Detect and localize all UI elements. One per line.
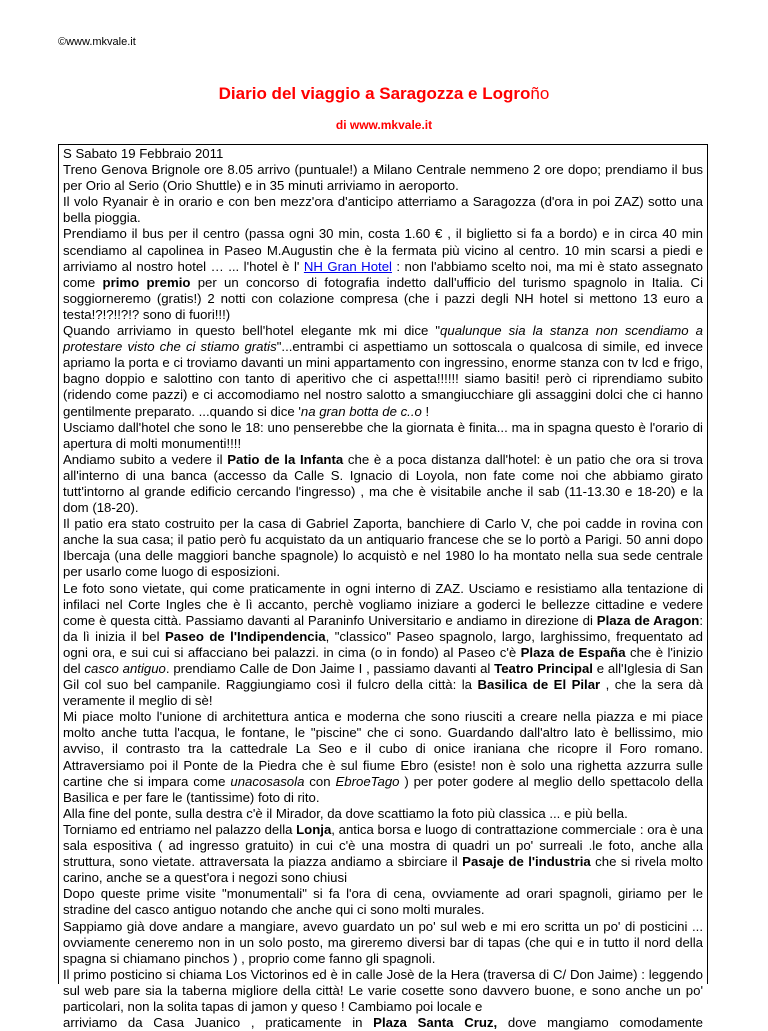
paragraph-victorinos: Il primo posticino si chiama Los Victorinos ed è in calle Josè de la Hera (traversa di C/ Don Jaime) : leggendo sul web pare sia la taberna migliore della città! Le varie cosette sono davvero buone, e sono anche un po' particolari, non la solita tapas di jamon y queso ! Cambiamo poi locale e (63, 966, 703, 1014)
paragraph-tapas: Sappiamo già dove andare a mangiare, avevo guardato un po' sul web e mi ero scritta un po' di posticini ... ovviamente ceneremo non in un solo posto, ma gireremo diversi bar di tapas (che qui e in tutto il nord della spagna si chiamano pinchos ) , proprio come fanno gli spagnoli. (63, 918, 703, 966)
paragraph-evening: Usciamo dall'hotel che sono le 18: uno penserebbe che la giornata è finita... ma in spagna questo è l'orario di apertura di molti monumenti!!!! (63, 419, 703, 451)
paragraph-patio-history: Il patio era stato costruito per la casa di Gabriel Zaporta, banchiere di Carlo V, che poi cadde in rovina con anche la sua casa; il patio però fu acquistato da un antiquario francese che se lo portò a Parigi. 50 anni dopo Ibercaja (una delle maggiori banche spagnole) lo acquistò e nel 1980 lo ha montato nella sua sede centrale per usarlo come luogo di esposizioni. (63, 516, 703, 580)
paragraph-train: Treno Genova Brignole ore 8.05 arrivo (puntuale!) a Milano Centrale nemmeno 2 ore dopo; prendiamo il bus per Orio al Serio (Orio Shuttle) e in 35 minuti arriviamo in aeroporto. (63, 162, 703, 194)
paragraph-patio: Andiamo subito a vedere il Patio de la Infanta che è a poca distanza dall'hotel: è un patio che ora si trova all'interno di una banca (accesso da Calle S. Ignacio di Loyola, non fate come noi che abbiamo girato tutt'intorno al grande edificio cercando l'ingresso) , ma che è visitabile anche il sab (11-13.30 e 18-20) e la dom (18-20). (63, 451, 703, 516)
document-title (0, 84, 768, 104)
diary-date: S Sabato 19 Febbraio 2011 (63, 146, 224, 161)
paragraph-juanico: arriviamo da Casa Juanico , praticamente in Plaza Santa Cruz, dove mangiamo comodamente (63, 1015, 703, 1031)
nh-gran-hotel-link[interactable]: NH Gran Hotel (303, 258, 392, 274)
paragraph-bus-hotel: Prendiamo il bus per il centro (passa ogni 30 min, costa 1.60 € , il biglietto si fa a bordo) e in circa 40 min scendiamo al capolinea in Paseo M.Augustin che è la fermata più vicino al centro. 10 min scarsi a piedi e arriviamo al nostro hotel … ... l'hotel è l' NH Gran Hotel : non l'abbiamo scelto noi, ma mi è stato assegnato come primo premio per un concorso di fotografia indetto dall'ufficio del turismo spagnolo in Italia. Ci soggiorneremo (gratis!) 2 notti con colazione compresa (che i pazzi degli NH hotel si mettono 13 euro a testa!?!?!!?!? sono di fuori!!!) (63, 226, 703, 322)
paragraph-square: Mi piace molto l'unione di architettura antica e moderna che sono riusciti a creare nella piazza e mi piace molto anche tutta l'acqua, le fontane, le "piscine" che ci sono. Guardando dall'altro lato è bellissimo, mio avviso, il contrasto tra la cattedrale La Seo e il cubo di onice iraniana che ricopre il Foro romano. Attraversiamo poi il Ponte de la Piedra che è sul fiume Ebro (esiste! non è solo una righetta azzurra sulle cartine che si impara come unacosasola con EbroeTago ) per poter godere al meglio dello spettacolo della Basilica e per fare le (tantissime) foto di rito. (63, 709, 704, 805)
paragraph-lonja: Torniamo ed entriamo nel palazzo della Lonja, antica borsa e luogo di contrattazione commerciale : ora è una sala espositiva ( ad ingresso gratuito) in cui c'è una mostra di quadri un po' surreali .le foto, anche alla struttura, sono vietate. attraversata la piazza andiamo a sbirciare il Pasaje de l'industria che si rivela molto carino, anche se a quest'ora i negozi sono chiusi (63, 821, 703, 886)
paragraph-mirador: Alla fine del ponte, sulla destra c'è il Mirador, da dove scattiamo la foto più classica ... e più bella. (63, 805, 628, 821)
paragraph-dinner-time: Dopo queste prime visite "monumentali" si fa l'ora di cena, ovviamente ad orari spagnoli, giriamo per le stradine del casco antiguo notando che anche qui ci sono molti murales. (63, 886, 703, 918)
title-text: Diario del viaggio a Saragozza e Logro (218, 84, 531, 103)
paragraph-flight: Il volo Ryanair è in orario e con ben mezz'ora d'anticipo atterriamo a Saragozza (d'ora in poi ZAZ) sotto una bella pioggia. (63, 194, 703, 226)
paragraph-walk: Le foto sono vietate, qui come praticamente in ogni interno di ZAZ. Usciamo e resistiamo alla tentazione di infilaci nel Corte Ingles che è lì accanto, perchè vogliamo iniziare a goderci le bellezze cittadine e vedere come è questa città. Passiamo davanti al Paraninfo Universitario e andiamo in direzione di Plaza de Aragon: da lì inizia il bel Paseo de l'Indipendencia, "classico" Paseo spagnolo, largo, larghissimo, frequentato ad ogni ora, e sui cui si affacciano bei palazzi. in cima (o in fondo) al Paseo c'è Plaza de España che è l'inizio del casco antiguo. prendiamo Calle de Don Jaime I , passiamo davanti al Teatro Principal e all'Iglesia di San Gil col suo bel campanile. Raggiungiamo così il fulcro della città: la Basilica de El Pilar , che la sera dà veramente il meglio di sè! (63, 580, 703, 709)
document-subtitle: di www.mkvale.it (335, 118, 433, 132)
diary-text-box (58, 144, 708, 1031)
copyright-notice: ©www.mkvale.it (58, 36, 136, 48)
paragraph-room: Quando arriviamo in questo bell'hotel elegante mk mi dice "qualunque sia la stanza non scendiamo a protestare visto che ci stiamo gratis"...entrambi ci aspettiamo un sottoscala o qualcosa di simile, ed invece apriamo la porta e ci troviamo davanti un mini appartamento con ingressino, enorme stanza con tv lcd e frigo, bagno doppio e salottino con tanto di aperitivo che ci aspetta!!!!!! siamo basiti! però ci riprendiamo subito (ridendo come pazzi) e ci accomodiamo nel nostro salotto a smangiucchiare gli assaggini dolci che ci hanno gentilmente preparato. ...quando si dice 'na gran botta de c..o ! (63, 323, 703, 419)
title-text-tail: ño (530, 84, 550, 103)
